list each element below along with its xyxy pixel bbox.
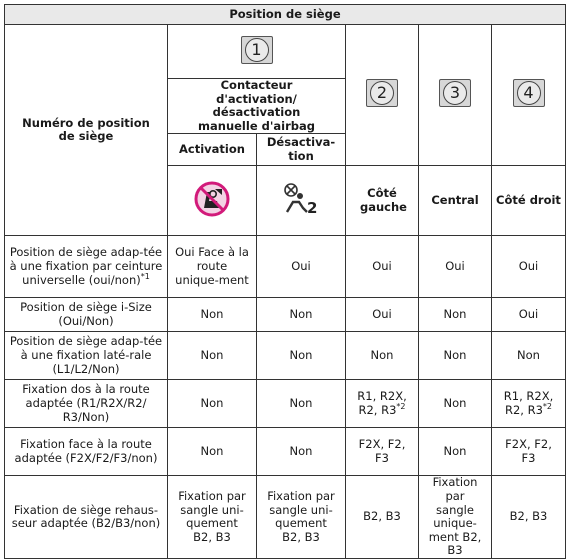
activation-label: Activation [168, 134, 257, 166]
cell-deactivation: Non [257, 332, 346, 380]
cell-position-4: Oui [492, 298, 566, 332]
cell-position-4: F2X, F2, F3 [492, 428, 566, 476]
cell-deactivation: Non [257, 380, 346, 428]
table-row [5, 236, 566, 298]
cell-position-3: Non [419, 332, 492, 380]
row-label: Fixation de siège rehaus-seur adaptée (B2/B3/non) [5, 476, 168, 559]
child-seat-airbag-warning-icon [193, 181, 231, 221]
cell-activation: Fixation par sangle uni-quement B2, B3 [168, 476, 257, 559]
row-label: Fixation face à la route adaptée (F2X/F2/F3/non) [5, 428, 168, 476]
position-4-header [492, 25, 566, 166]
position-2-badge: 2 [366, 79, 398, 107]
cell-position-3: Non [419, 298, 492, 332]
cell-position-3: Fixation par sangle unique-ment B2, B3 [419, 476, 492, 559]
seat-position-table [4, 4, 566, 559]
position-1-number-cell [168, 25, 346, 79]
cell-position-3: Non [419, 380, 492, 428]
position-1-badge: 1 [241, 36, 273, 64]
row-label: Fixation dos à la route adaptée (R1/R2X/R2/ R3/Non) [5, 380, 168, 428]
row-label: Position de siège adap-tée à une fixation laté-rale (L1/L2/Non) [5, 332, 168, 380]
cell-position-4: Non [492, 332, 566, 380]
cell-position-4: Oui [492, 236, 566, 298]
cell-activation: Non [168, 298, 257, 332]
table-row [5, 380, 566, 428]
cell-activation: Non [168, 380, 257, 428]
table-row [5, 332, 566, 380]
cell-position-2: F2X, F2, F3 [346, 428, 419, 476]
airbag-switch-label: Contacteur d'activation/ désactivation manuelle d'airbag [168, 79, 346, 134]
position-2-label: Côté gauche [346, 166, 419, 236]
position-2-header [346, 25, 419, 166]
cell-position-2: Non [346, 332, 419, 380]
cell-deactivation: Non [257, 428, 346, 476]
svg-text:2: 2 [307, 199, 318, 217]
position-3-badge: 3 [439, 79, 471, 107]
deactivation-icon-cell [257, 166, 346, 236]
row-label: Position de siège i-Size (Oui/Non) [5, 298, 168, 332]
deactivation-label: Désactiva-tion [257, 134, 346, 166]
table-row [5, 476, 566, 559]
row-label: Position de siège adap-tée à une fixation par ceinture universelle $(oui/non)^{*1}$ [5, 236, 168, 298]
cell-position-2: Oui [346, 298, 419, 332]
table-row [5, 298, 566, 332]
position-4-label: Côté droit [492, 166, 566, 236]
cell-deactivation: Non [257, 298, 346, 332]
cell-position-2: B2, B3 [346, 476, 419, 559]
cell-position-4: R1, R2X, R2, R3$^{*2}$ [492, 380, 566, 428]
table-row [5, 428, 566, 476]
cell-position-2: Oui [346, 236, 419, 298]
position-4-badge: 4 [513, 79, 545, 107]
seat-position-table-container [4, 4, 566, 559]
cell-activation: Oui Face à la route unique-ment [168, 236, 257, 298]
cell-position-3: Non [419, 428, 492, 476]
cell-activation: Non [168, 428, 257, 476]
position-3-label: Central [419, 166, 492, 236]
cell-position-3: Oui [419, 236, 492, 298]
cell-deactivation: Oui [257, 236, 346, 298]
activation-icon-cell [168, 166, 257, 236]
passenger-airbag-off-icon [281, 182, 321, 220]
cell-activation: Non [168, 332, 257, 380]
cell-position-2: R1, R2X, R2, R3$^{*2}$ [346, 380, 419, 428]
position-3-header [419, 25, 492, 166]
row-header-label: Numéro de position de siège [5, 25, 168, 236]
cell-deactivation: Fixation par sangle uni-quement B2, B3 [257, 476, 346, 559]
cell-position-4: B2, B3 [492, 476, 566, 559]
table-title: Position de siège [5, 5, 566, 25]
